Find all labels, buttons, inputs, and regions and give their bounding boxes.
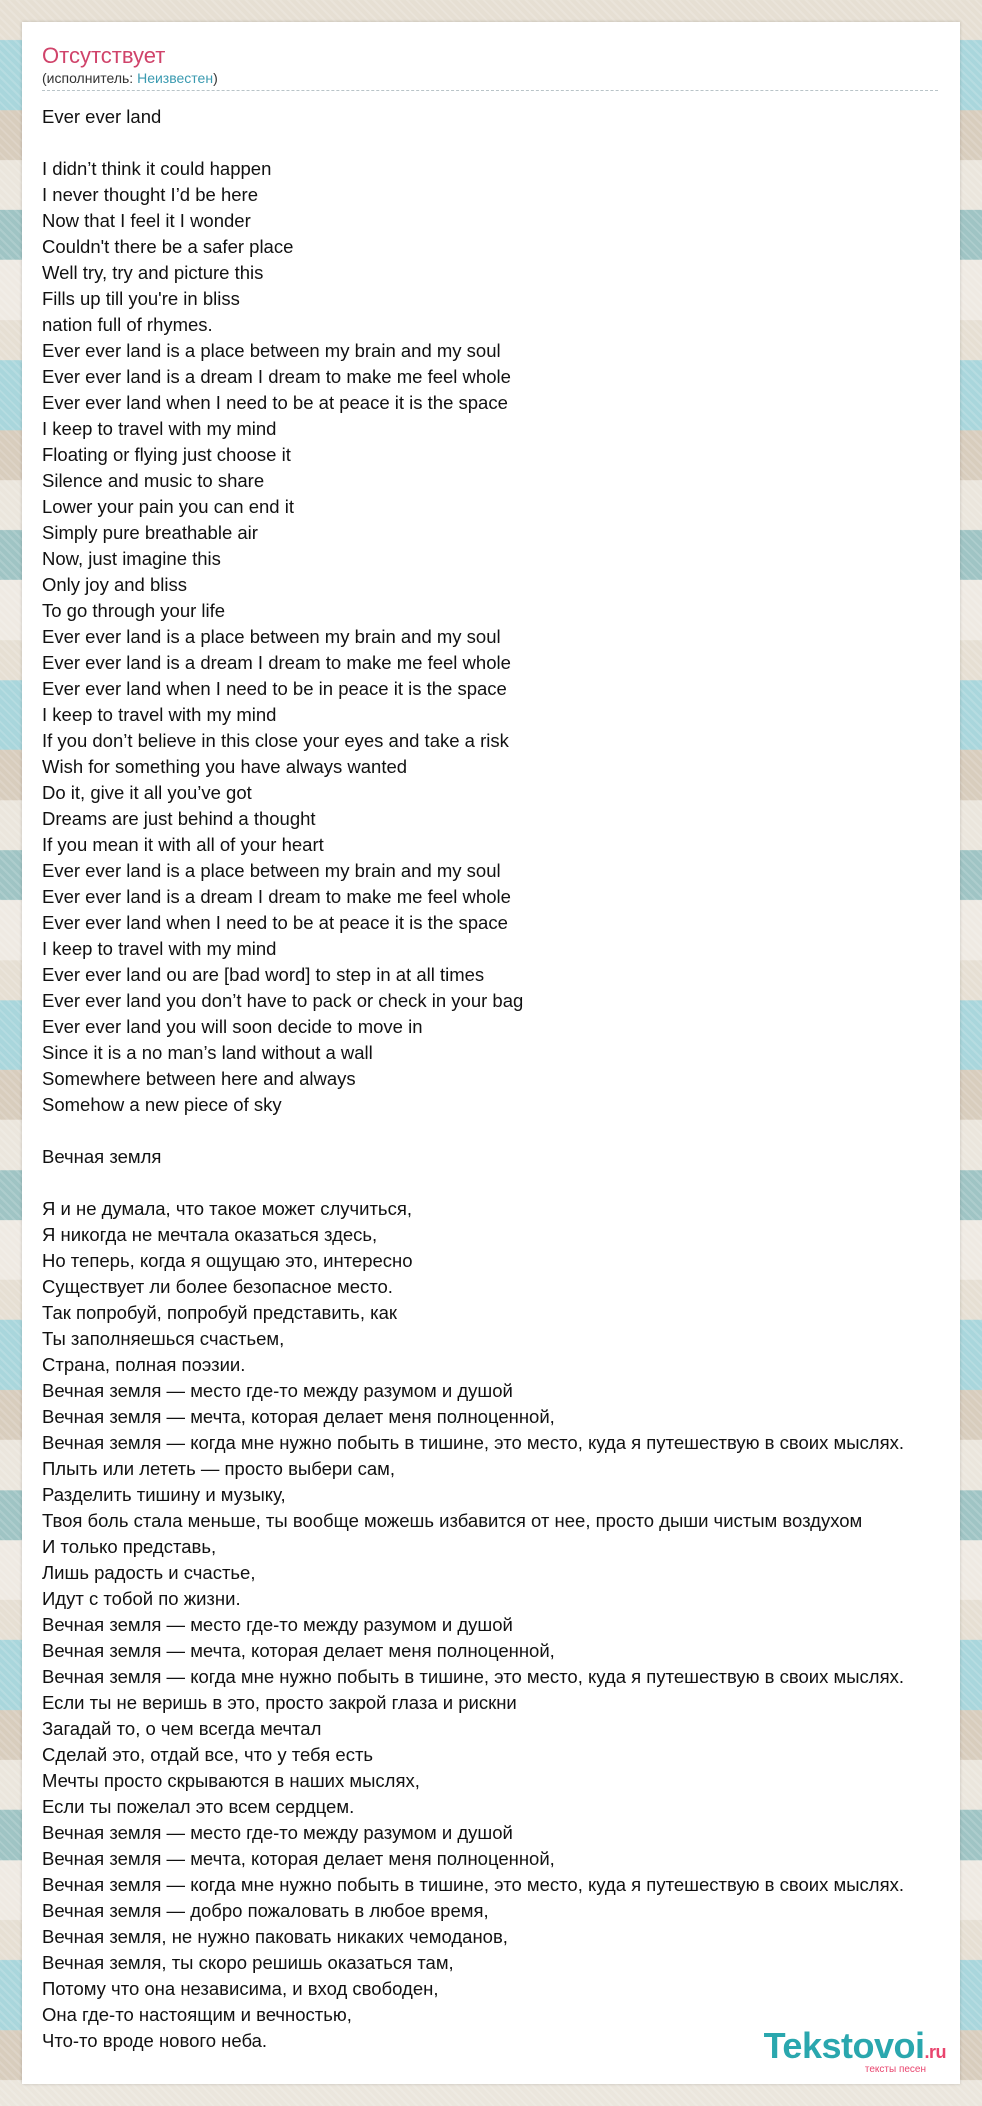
lyric-line: Что-то вроде нового неба.: [42, 2030, 268, 2051]
lyric-line: Somehow a new piece of sky: [42, 1094, 282, 1115]
lyric-line: Ever ever land you don’t have to pack or check in your bag: [42, 990, 524, 1011]
lyric-line: I never thought I’d be here: [42, 184, 258, 205]
lyric-line: Ever ever land when I need to be in peace it is the space: [42, 678, 507, 699]
lyric-line: Ever ever land: [42, 106, 162, 127]
lyric-line: To go through your life: [42, 600, 226, 621]
lyric-line: Сделай это, отдай все, что у тебя есть: [42, 1744, 374, 1765]
lyric-line: Вечная земля — добро пожаловать в любое время,: [42, 1900, 489, 1921]
artist-link[interactable]: Неизвестен: [137, 70, 214, 86]
lyric-line: Ever ever land is a dream I dream to make me feel whole: [42, 886, 511, 907]
lyric-line: Do it, give it all you’ve got: [42, 782, 252, 803]
lyric-line: Вечная земля — мечта, которая делает меня полноценной,: [42, 1406, 555, 1427]
lyric-line: I keep to travel with my mind: [42, 938, 277, 959]
lyric-line: I keep to travel with my mind: [42, 418, 277, 439]
lyric-line: Silence and music to share: [42, 470, 265, 491]
lyric-line: [42, 1118, 982, 1144]
lyric-line: Only joy and bliss: [42, 574, 187, 595]
lyric-line: Ever ever land when I need to be at peace it is the space: [42, 912, 508, 933]
lyric-line: Потому что она независима, и вход свободен,: [42, 1978, 439, 1999]
lyric-line: Somewhere between here and always: [42, 1068, 356, 1089]
lyrics-text: [42, 104, 982, 2054]
lyric-line: Floating or flying just choose it: [42, 444, 291, 465]
lyric-line: Вечная земля — место где-то между разумом и душой: [42, 1380, 513, 1401]
lyric-line: Now, just imagine this: [42, 548, 221, 569]
lyric-line: Страна, полная поэзии.: [42, 1354, 246, 1375]
lyric-line: Wish for something you have always wanted: [42, 756, 408, 777]
lyric-line: И только представь,: [42, 1536, 217, 1557]
lyric-line: Она где-то настоящим и вечностью,: [42, 2004, 352, 2025]
lyric-line: Simply pure breathable air: [42, 522, 258, 543]
logo-tagline: тексты песен: [864, 2064, 926, 2075]
lyric-line: Ever ever land you will soon decide to move in: [42, 1016, 423, 1037]
lyric-line: Ты заполняешься счастьем,: [42, 1328, 285, 1349]
lyric-line: Мечты просто скрываются в наших мыслях,: [42, 1770, 420, 1791]
lyric-line: Lower your pain you can end it: [42, 496, 294, 517]
lyric-line: Вечная земля, ты скоро решишь оказаться там,: [42, 1952, 454, 1973]
lyric-line: [42, 1170, 982, 1196]
lyric-line: Лишь радость и счастье,: [42, 1562, 256, 1583]
lyric-line: Если ты пожелал это всем сердцем.: [42, 1796, 355, 1817]
lyric-line: I keep to travel with my mind: [42, 704, 277, 725]
lyric-line: Вечная земля, не нужно паковать никаких чемоданов,: [42, 1926, 508, 1947]
song-title: Отсутствует: [42, 43, 166, 68]
lyric-line: Загадай то, о чем всегда мечтал: [42, 1718, 322, 1739]
site-logo[interactable]: [736, 2026, 956, 2080]
lyric-line: Ever ever land is a place between my brain and my soul: [42, 340, 501, 361]
lyric-line: Ever ever land is a dream I dream to make me feel whole: [42, 652, 511, 673]
lyric-line: Вечная земля: [42, 1146, 162, 1167]
lyric-line: Вечная земля — когда мне нужно побыть в тишине, это место, куда я путешествую в своих мыслях.: [42, 1666, 904, 1687]
lyric-line: Вечная земля — мечта, которая делает меня полноценной,: [42, 1848, 555, 1869]
logo-name: Tekstovoi: [763, 2025, 925, 2066]
lyric-line: Вечная земля — место где-то между разумом и душой: [42, 1614, 513, 1635]
lyric-line: Идут с тобой по жизни.: [42, 1588, 241, 1609]
lyric-line: If you mean it with all of your heart: [42, 834, 324, 855]
lyric-line: Ever ever land when I need to be at peace it is the space: [42, 392, 508, 413]
lyric-line: Dreams are just behind a thought: [42, 808, 316, 829]
lyric-line: nation full of rhymes.: [42, 314, 213, 335]
lyric-line: If you don’t believe in this close your eyes and take a risk: [42, 730, 509, 751]
song-header: [42, 42, 938, 91]
lyric-line: Since it is a no man’s land without a wall: [42, 1042, 373, 1063]
lyric-line: Ever ever land ou are [bad word] to step in at all times: [42, 964, 485, 985]
lyric-line: Ever ever land is a place between my brain and my soul: [42, 626, 501, 647]
lyric-line: Вечная земля — когда мне нужно побыть в тишине, это место, куда я путешествую в своих мыслях.: [42, 1874, 904, 1895]
lyric-line: Существует ли более безопасное место.: [42, 1276, 393, 1297]
lyric-line: I didn’t think it could happen: [42, 158, 272, 179]
lyric-line: Плыть или лететь — просто выбери сам,: [42, 1458, 396, 1479]
lyrics-card: [22, 22, 960, 2084]
lyric-line: Так попробуй, попробуй представить, как: [42, 1302, 397, 1323]
lyric-line: Ever ever land is a place between my brain and my soul: [42, 860, 501, 881]
lyric-line: Но теперь, когда я ощущаю это, интересно: [42, 1250, 413, 1271]
lyric-line: Если ты не веришь в это, просто закрой глаза и рискни: [42, 1692, 517, 1713]
artist-suffix: ): [213, 70, 218, 86]
lyric-line: Твоя боль стала меньше, ты вообще можешь избавится от нее, просто дыши чистым воздухом: [42, 1510, 863, 1531]
lyric-line: Couldn't there be a safer place: [42, 236, 294, 257]
lyric-line: [42, 130, 982, 156]
lyric-line: Я и не думала, что такое может случиться,: [42, 1198, 412, 1219]
lyric-line: Вечная земля — когда мне нужно побыть в тишине, это место, куда я путешествую в своих мыслях.: [42, 1432, 904, 1453]
lyric-line: Well try, try and picture this: [42, 262, 264, 283]
logo-domain: .ru: [924, 2042, 946, 2062]
lyric-line: Я никогда не мечтала оказаться здесь,: [42, 1224, 378, 1245]
artist-line: [42, 69, 938, 87]
lyric-line: Разделить тишину и музыку,: [42, 1484, 286, 1505]
lyric-line: Вечная земля — место где-то между разумом и душой: [42, 1822, 513, 1843]
artist-prefix: (исполнитель:: [42, 70, 138, 86]
lyric-line: Fills up till you're in bliss: [42, 288, 240, 309]
lyric-line: Вечная земля — мечта, которая делает меня полноценной,: [42, 1640, 555, 1661]
lyric-line: Now that I feel it I wonder: [42, 210, 251, 231]
lyric-line: Ever ever land is a dream I dream to make me feel whole: [42, 366, 511, 387]
